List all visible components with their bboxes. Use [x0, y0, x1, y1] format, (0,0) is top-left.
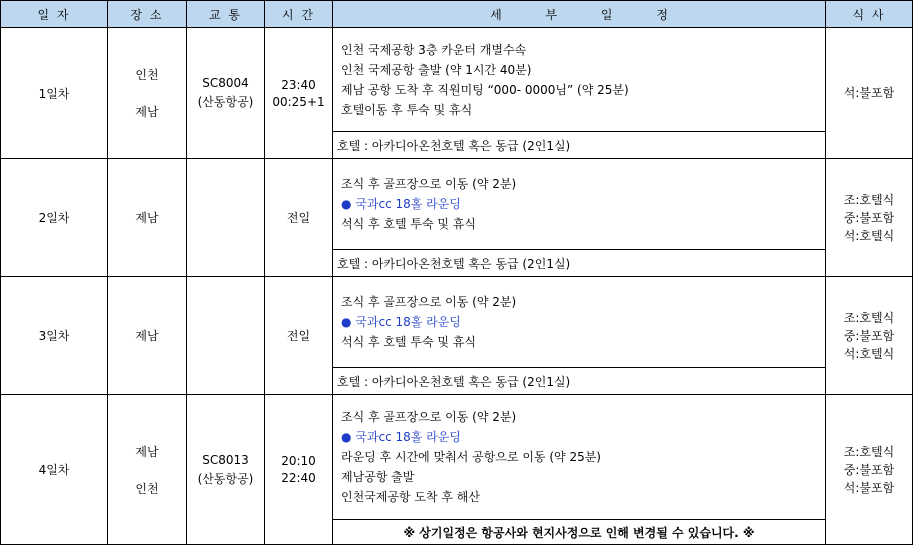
meal-cell [826, 395, 913, 545]
schedule-line: 조식 후 골프장으로 이동 (약 2분) [341, 295, 517, 309]
time-cell [265, 28, 333, 159]
schedule-line: 인천 국제공항 3층 카운터 개별수속 [341, 42, 527, 57]
schedule-line: 인천국제공항 도착 후 해산 [341, 490, 480, 504]
time-value: 전일 [286, 329, 311, 343]
time-cell [265, 159, 333, 277]
transport-cell [187, 28, 265, 159]
place-name: 제남 [135, 105, 159, 119]
flight-info: (산동항공) [197, 95, 254, 109]
schedule-line: 석식 후 호텔 투숙 및 휴식 [341, 335, 476, 349]
schedule-details [333, 395, 826, 520]
flight-info: SC8004 [202, 76, 249, 90]
meal-item: 중:불포함 [843, 210, 895, 225]
header-meals: 식 사 [826, 1, 913, 28]
time-value: 22:40 [281, 471, 316, 485]
filled-circle-icon: ● [341, 430, 356, 444]
hotel-info: 호텔 : 아카디아온천호텔 혹은 동급 (2인1실) [333, 368, 826, 395]
day-row [1, 277, 913, 368]
flight-info: SC8013 [202, 452, 249, 467]
filled-circle-icon: ● [341, 315, 356, 329]
meal-item: 조:호텔식 [843, 192, 895, 207]
transport-cell [187, 277, 265, 395]
meal-item: 중:불포함 [843, 462, 895, 477]
golf-round-line [341, 427, 825, 447]
flight-info: (산동항공) [197, 471, 254, 486]
transport-cell [187, 395, 265, 545]
header-time: 시 간 [265, 1, 333, 28]
place-name: 제남 [135, 211, 159, 225]
meal-cell [826, 277, 913, 395]
golf-round-line [341, 312, 825, 332]
schedule-line: 석식 후 호텔 투숙 및 휴식 [341, 217, 476, 231]
meal-item: 석:호텔식 [843, 346, 895, 361]
place-cell [108, 395, 187, 545]
place-name: 제남 [135, 329, 159, 343]
hotel-info: 호텔 : 아카디아온천호텔 혹은 동급 (2인1실) [333, 250, 826, 277]
day-label: 2일차 [1, 159, 108, 277]
place-name: 인천 [135, 68, 159, 82]
day-label: 1일차 [1, 28, 108, 159]
schedule-line: 조식 후 골프장으로 이동 (약 2분) [341, 177, 517, 191]
transport-cell [187, 159, 265, 277]
time-value: 00:25+1 [272, 94, 325, 109]
place-name: 제남 [135, 444, 159, 459]
time-value: 전일 [286, 211, 311, 225]
meal-item: 석:호텔식 [843, 228, 895, 243]
header-details: 세 부 일 정 [333, 1, 826, 28]
hotel-info: 호텔 : 아카디아온천호텔 혹은 동급 (2인1실) [333, 132, 826, 159]
place-cell [108, 28, 187, 159]
header-day: 일 자 [1, 1, 108, 28]
day-row [1, 28, 913, 132]
golf-round-text: 국과cc 18홀 라운딩 [355, 430, 461, 444]
golf-round-text: 국과cc 18홀 라운딩 [355, 315, 461, 329]
day-row [1, 159, 913, 250]
schedule-line: 인천 국제공항 출발 (약 1시간 40분) [341, 62, 532, 77]
schedule-line: 호텔이동 후 투숙 및 휴식 [341, 102, 473, 117]
schedule-details [333, 277, 826, 368]
meal-cell [826, 28, 913, 159]
meal-item: 중:불포함 [843, 328, 895, 343]
time-value: 23:40 [281, 77, 316, 92]
meal-item: 석:불포함 [843, 86, 895, 100]
golf-round-text: 국과cc 18홀 라운딩 [355, 197, 461, 211]
meal-item: 조:호텔식 [843, 310, 895, 325]
time-cell [265, 277, 333, 395]
day-label: 3일차 [1, 277, 108, 395]
schedule-note: ※ 상기일정은 항공사와 현지사정으로 인해 변경될 수 있습니다. ※ [333, 520, 826, 545]
schedule-line: 조식 후 골프장으로 이동 (약 2분) [341, 410, 517, 424]
schedule-line: 제남 공항 도착 후 직원미팅 “000- 0000님” (약 25분) [341, 82, 629, 97]
place-cell [108, 277, 187, 395]
place-cell [108, 159, 187, 277]
schedule-details [333, 159, 826, 250]
place-name: 인천 [135, 481, 159, 496]
meal-item: 조:호텔식 [843, 444, 895, 459]
header-transport: 교 통 [187, 1, 265, 28]
day-label: 4일차 [1, 395, 108, 545]
golf-round-line [341, 194, 825, 214]
schedule-line: 라운딩 후 시간에 맞춰서 공항으로 이동 (약 25분) [341, 450, 601, 464]
filled-circle-icon: ● [341, 197, 356, 211]
schedule-line: 제남공항 출발 [341, 470, 415, 484]
time-cell [265, 395, 333, 545]
day-row [1, 395, 913, 520]
schedule-details [333, 28, 826, 132]
meal-cell [826, 159, 913, 277]
time-value: 20:10 [281, 454, 316, 468]
meal-item: 석:불포함 [843, 480, 895, 495]
header-row [1, 1, 913, 28]
header-place: 장 소 [108, 1, 187, 28]
